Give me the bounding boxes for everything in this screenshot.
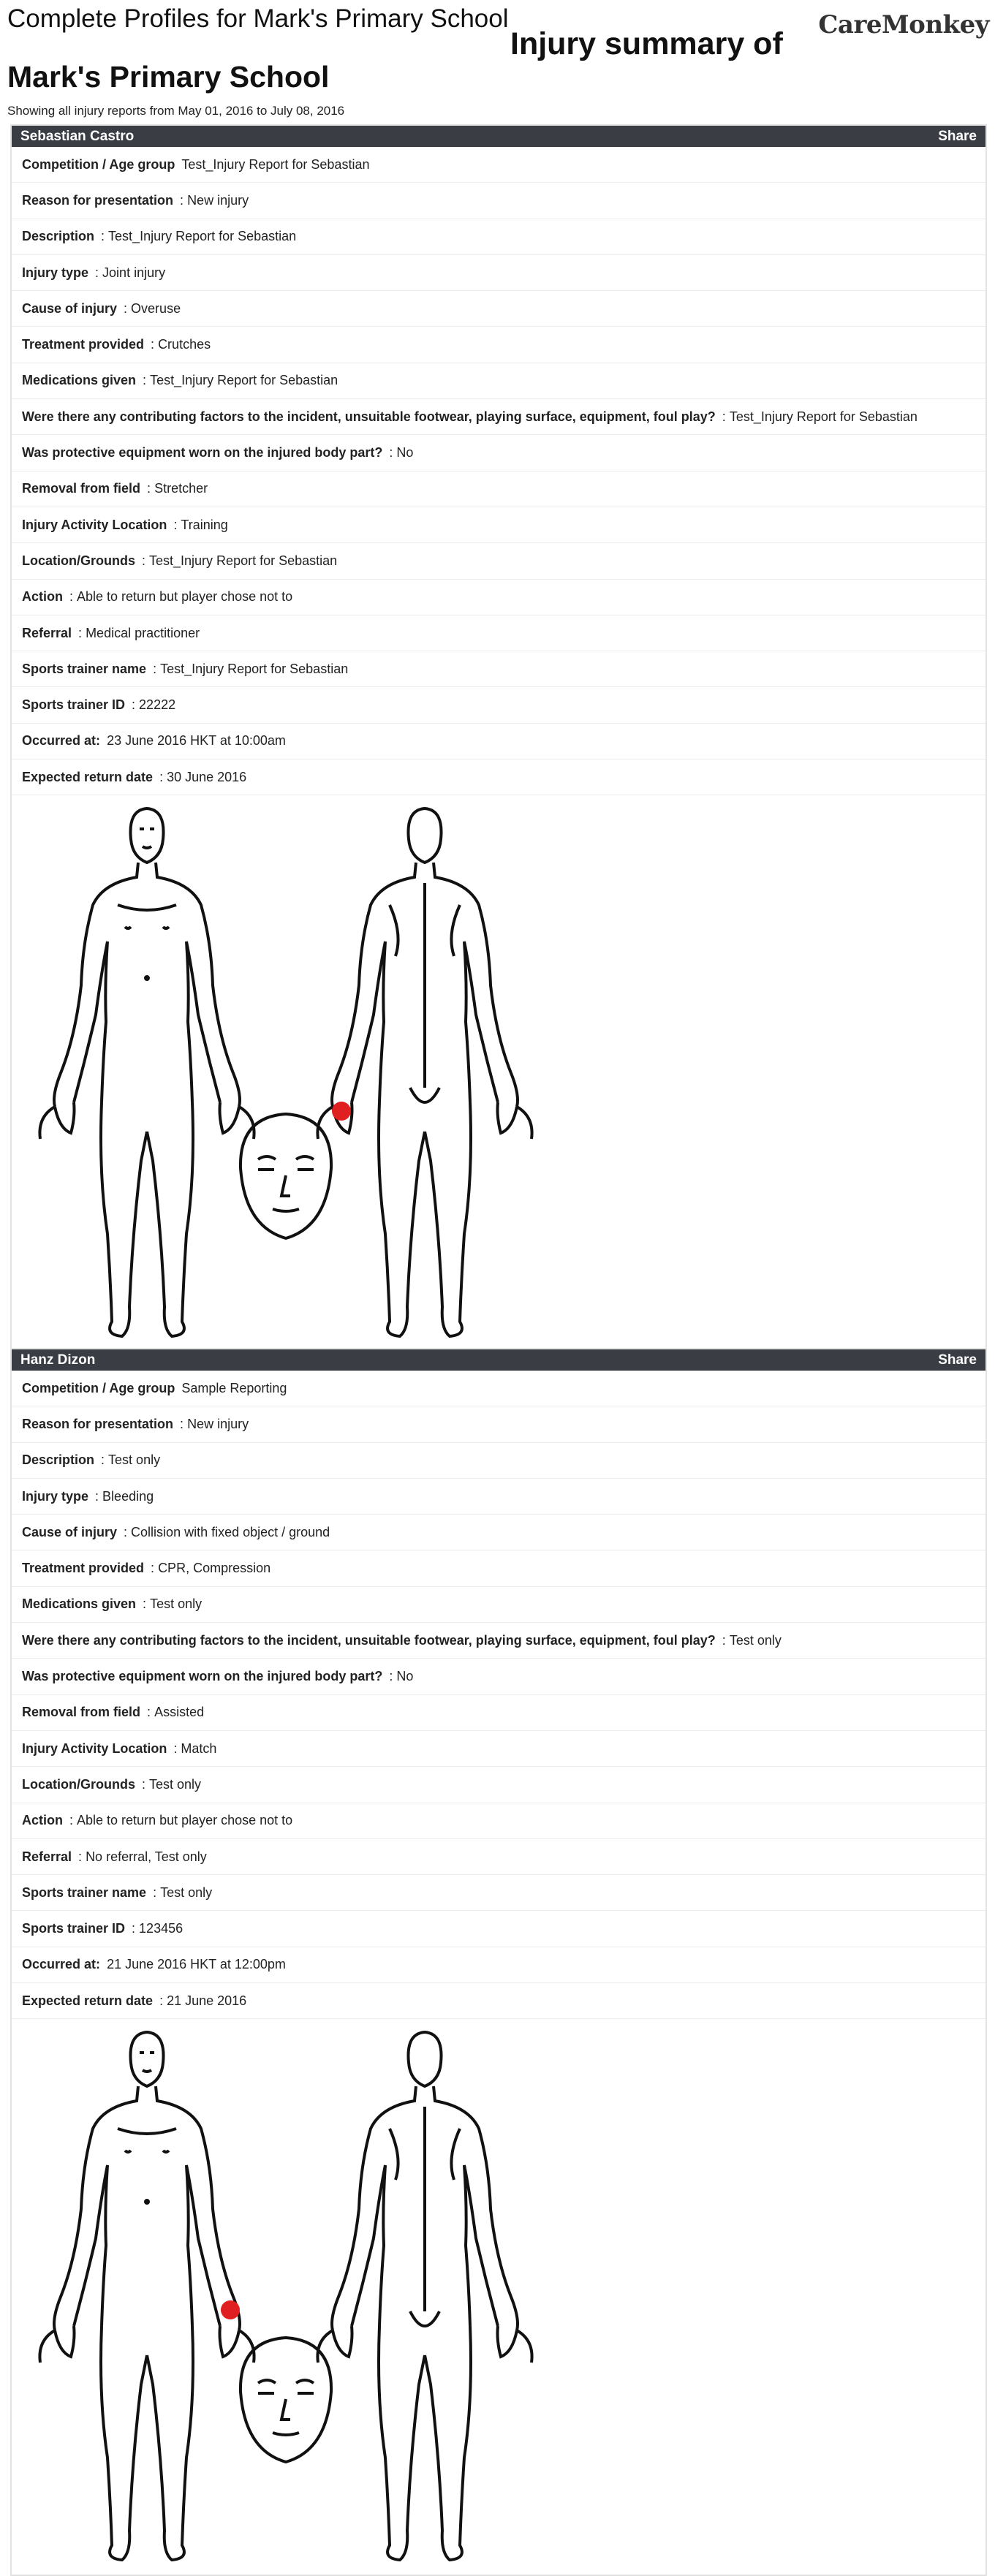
field-separator: : bbox=[176, 1416, 188, 1431]
field-row bbox=[12, 580, 985, 615]
injury-report bbox=[10, 1348, 987, 2576]
field-separator: : bbox=[66, 1813, 77, 1828]
field-label: Were there any contributing factors to the incident, unsuitable footwear, playing surface, equipment, foul play? bbox=[22, 1632, 716, 1648]
field-label: Injury Activity Location bbox=[22, 517, 167, 532]
field-value: Training bbox=[181, 517, 228, 532]
summary-title: Injury summary of bbox=[510, 26, 783, 61]
field-separator: : bbox=[139, 1596, 151, 1612]
field-row bbox=[12, 1911, 985, 1947]
field-row bbox=[12, 759, 985, 795]
field-row bbox=[12, 507, 985, 543]
field-row bbox=[12, 399, 985, 435]
field-row bbox=[12, 1731, 985, 1767]
field-separator: : bbox=[143, 1705, 155, 1720]
field-separator: : bbox=[75, 625, 86, 640]
field-separator: : bbox=[385, 445, 397, 461]
field-label: Cause of injury bbox=[22, 300, 118, 316]
field-separator: : bbox=[170, 517, 181, 532]
field-value: Test only bbox=[160, 1884, 213, 1900]
field-separator: : bbox=[120, 1524, 132, 1539]
field-value: Test only bbox=[729, 1632, 782, 1648]
field-separator: : bbox=[385, 1669, 397, 1684]
field-label: Was protective equipment worn on the injured body part? bbox=[22, 445, 383, 461]
field-separator: : bbox=[120, 300, 132, 316]
field-separator: : bbox=[97, 229, 109, 244]
field-label: Competition / Age group bbox=[22, 1380, 175, 1395]
back-body-figure bbox=[317, 2032, 531, 2560]
field-value: Test_Injury Report for Sebastian bbox=[729, 409, 918, 424]
field-row bbox=[12, 1659, 985, 1694]
field-label: Sports trainer name bbox=[22, 1884, 147, 1900]
field-row bbox=[12, 1695, 985, 1731]
field-row bbox=[12, 1443, 985, 1479]
field-value: Match bbox=[181, 1740, 217, 1756]
field-label: Sports trainer ID bbox=[22, 697, 126, 713]
field-row bbox=[12, 1515, 985, 1550]
field-label: Sports trainer name bbox=[22, 661, 147, 676]
field-value: Able to return but player chose not to bbox=[77, 1813, 293, 1828]
body-diagram bbox=[12, 795, 567, 1351]
school-name: Mark's Primary School bbox=[7, 60, 330, 94]
field-row bbox=[12, 219, 985, 255]
field-value: Joint injury bbox=[102, 265, 166, 280]
field-row bbox=[12, 687, 985, 723]
field-row bbox=[12, 1839, 985, 1875]
field-label: Were there any contributing factors to the incident, unsuitable footwear, playing surface, equipment, foul play? bbox=[22, 409, 716, 424]
field-separator: : bbox=[128, 697, 140, 713]
field-label: Medications given bbox=[22, 1596, 137, 1612]
field-separator: : bbox=[138, 1776, 150, 1792]
field-label: Reason for presentation bbox=[22, 192, 174, 208]
field-value: CPR, Compression bbox=[158, 1561, 271, 1576]
field-label: Injury type bbox=[22, 265, 89, 280]
field-row bbox=[12, 255, 985, 291]
field-label: Expected return date bbox=[22, 1993, 154, 2008]
logo[interactable]: CareMonkey bbox=[818, 10, 989, 39]
field-value: Bleeding bbox=[102, 1488, 154, 1504]
report-header bbox=[12, 126, 985, 147]
field-separator: : bbox=[176, 192, 188, 208]
field-label: Description bbox=[22, 229, 95, 244]
field-value: Medical practitioner bbox=[86, 625, 200, 640]
field-value: Test_Injury Report for Sebastian bbox=[160, 661, 349, 676]
field-label: Description bbox=[22, 1452, 95, 1468]
field-value: New injury bbox=[187, 1416, 249, 1431]
body-diagram-area bbox=[12, 2019, 985, 2575]
field-label: Sports trainer ID bbox=[22, 1921, 126, 1936]
field-separator: : bbox=[66, 589, 77, 605]
injury-marker bbox=[332, 1102, 351, 1121]
field-value: Test_Injury Report for Sebastian bbox=[108, 229, 297, 244]
field-row bbox=[12, 1947, 985, 1983]
field-row bbox=[12, 1767, 985, 1803]
field-value: Collision with fixed object / ground bbox=[131, 1524, 330, 1539]
field-separator: : bbox=[156, 769, 167, 784]
field-label: Was protective equipment worn on the injured body part? bbox=[22, 1669, 383, 1684]
injury-marker bbox=[221, 2300, 240, 2319]
field-row bbox=[12, 363, 985, 399]
field-label: Referral bbox=[22, 1849, 72, 1864]
field-separator: : bbox=[97, 1452, 109, 1468]
field-value: 30 June 2016 bbox=[167, 769, 247, 784]
field-separator: : bbox=[147, 1561, 159, 1576]
field-row bbox=[12, 1406, 985, 1442]
field-row bbox=[12, 543, 985, 579]
field-value: Test_Injury Report for Sebastian bbox=[181, 156, 370, 172]
field-label: Medications given bbox=[22, 373, 137, 388]
field-separator: : bbox=[138, 553, 150, 568]
field-label: Location/Grounds bbox=[22, 1776, 135, 1792]
field-label: Expected return date bbox=[22, 769, 154, 784]
field-value: New injury bbox=[187, 192, 249, 208]
body-diagram bbox=[12, 2019, 567, 2575]
field-separator: : bbox=[149, 1884, 161, 1900]
field-row bbox=[12, 1479, 985, 1515]
field-separator: : bbox=[128, 1921, 140, 1936]
share-button[interactable]: Share bbox=[938, 1352, 977, 1368]
share-button[interactable]: Share bbox=[938, 128, 977, 144]
field-label: Occurred at: bbox=[22, 1957, 101, 1972]
field-separator: : bbox=[91, 265, 103, 280]
field-separator: : bbox=[718, 1632, 730, 1648]
field-label: Injury Activity Location bbox=[22, 1740, 167, 1756]
back-body-figure bbox=[317, 808, 531, 1336]
field-row bbox=[12, 1803, 985, 1839]
field-label: Location/Grounds bbox=[22, 553, 135, 568]
field-separator: : bbox=[139, 373, 151, 388]
field-separator: : bbox=[91, 1488, 103, 1504]
field-row bbox=[12, 147, 985, 183]
field-row bbox=[12, 291, 985, 327]
field-value: Overuse bbox=[131, 300, 181, 316]
body-diagram-area bbox=[12, 795, 985, 1351]
field-row bbox=[12, 651, 985, 687]
field-value: Stretcher bbox=[154, 481, 208, 496]
field-value: Assisted bbox=[154, 1705, 205, 1720]
front-body-figure bbox=[39, 2032, 254, 2560]
field-separator: : bbox=[75, 1849, 86, 1864]
field-value: Test_Injury Report for Sebastian bbox=[149, 553, 338, 568]
field-row bbox=[12, 615, 985, 651]
field-value: 21 June 2016 HKT at 12:00pm bbox=[107, 1957, 286, 1972]
field-value: Test only bbox=[108, 1452, 161, 1468]
field-separator: : bbox=[718, 409, 730, 424]
field-label: Treatment provided bbox=[22, 337, 145, 352]
field-label: Competition / Age group bbox=[22, 156, 175, 172]
injury-report bbox=[10, 124, 987, 1352]
field-value: Able to return but player chose not to bbox=[77, 589, 293, 605]
field-label: Treatment provided bbox=[22, 1561, 145, 1576]
field-row bbox=[12, 471, 985, 507]
field-row bbox=[12, 183, 985, 219]
field-row bbox=[12, 1371, 985, 1406]
field-row bbox=[12, 1875, 985, 1911]
field-value: Crutches bbox=[158, 337, 211, 352]
field-row bbox=[12, 724, 985, 759]
field-separator: : bbox=[170, 1740, 181, 1756]
report-header bbox=[12, 1349, 985, 1371]
field-value: Test_Injury Report for Sebastian bbox=[150, 373, 338, 388]
field-value: No bbox=[396, 1669, 414, 1684]
field-label: Removal from field bbox=[22, 1705, 141, 1720]
front-body-figure bbox=[39, 808, 254, 1336]
field-value: Sample Reporting bbox=[181, 1380, 287, 1395]
player-name: Hanz Dizon bbox=[20, 1352, 96, 1368]
field-value: Test only bbox=[150, 1596, 203, 1612]
field-row bbox=[12, 1587, 985, 1623]
field-separator: : bbox=[143, 481, 155, 496]
field-label: Action bbox=[22, 589, 63, 605]
field-separator: : bbox=[149, 661, 161, 676]
field-label: Action bbox=[22, 1813, 63, 1828]
field-value: 22222 bbox=[139, 697, 176, 713]
field-label: Removal from field bbox=[22, 481, 141, 496]
field-row bbox=[12, 327, 985, 363]
field-value: 123456 bbox=[139, 1921, 184, 1936]
field-value: 21 June 2016 bbox=[167, 1993, 247, 2008]
field-row bbox=[12, 1983, 985, 2019]
field-row bbox=[12, 1550, 985, 1586]
field-row bbox=[12, 1623, 985, 1659]
player-name: Sebastian Castro bbox=[20, 128, 135, 144]
field-separator: : bbox=[147, 337, 159, 352]
field-separator: : bbox=[156, 1993, 167, 2008]
field-label: Occurred at: bbox=[22, 733, 101, 749]
field-value: No bbox=[396, 445, 414, 461]
field-label: Injury type bbox=[22, 1488, 89, 1504]
page-title: Complete Profiles for Mark's Primary School bbox=[7, 4, 509, 33]
date-range: Showing all injury reports from May 01, 2016 to July 08, 2016 bbox=[7, 104, 345, 118]
field-value: 23 June 2016 HKT at 10:00am bbox=[107, 733, 286, 749]
field-label: Referral bbox=[22, 625, 72, 640]
field-value: No referral, Test only bbox=[86, 1849, 207, 1864]
field-label: Cause of injury bbox=[22, 1524, 118, 1539]
field-label: Reason for presentation bbox=[22, 1416, 174, 1431]
field-row bbox=[12, 435, 985, 471]
field-value: Test only bbox=[149, 1776, 202, 1792]
